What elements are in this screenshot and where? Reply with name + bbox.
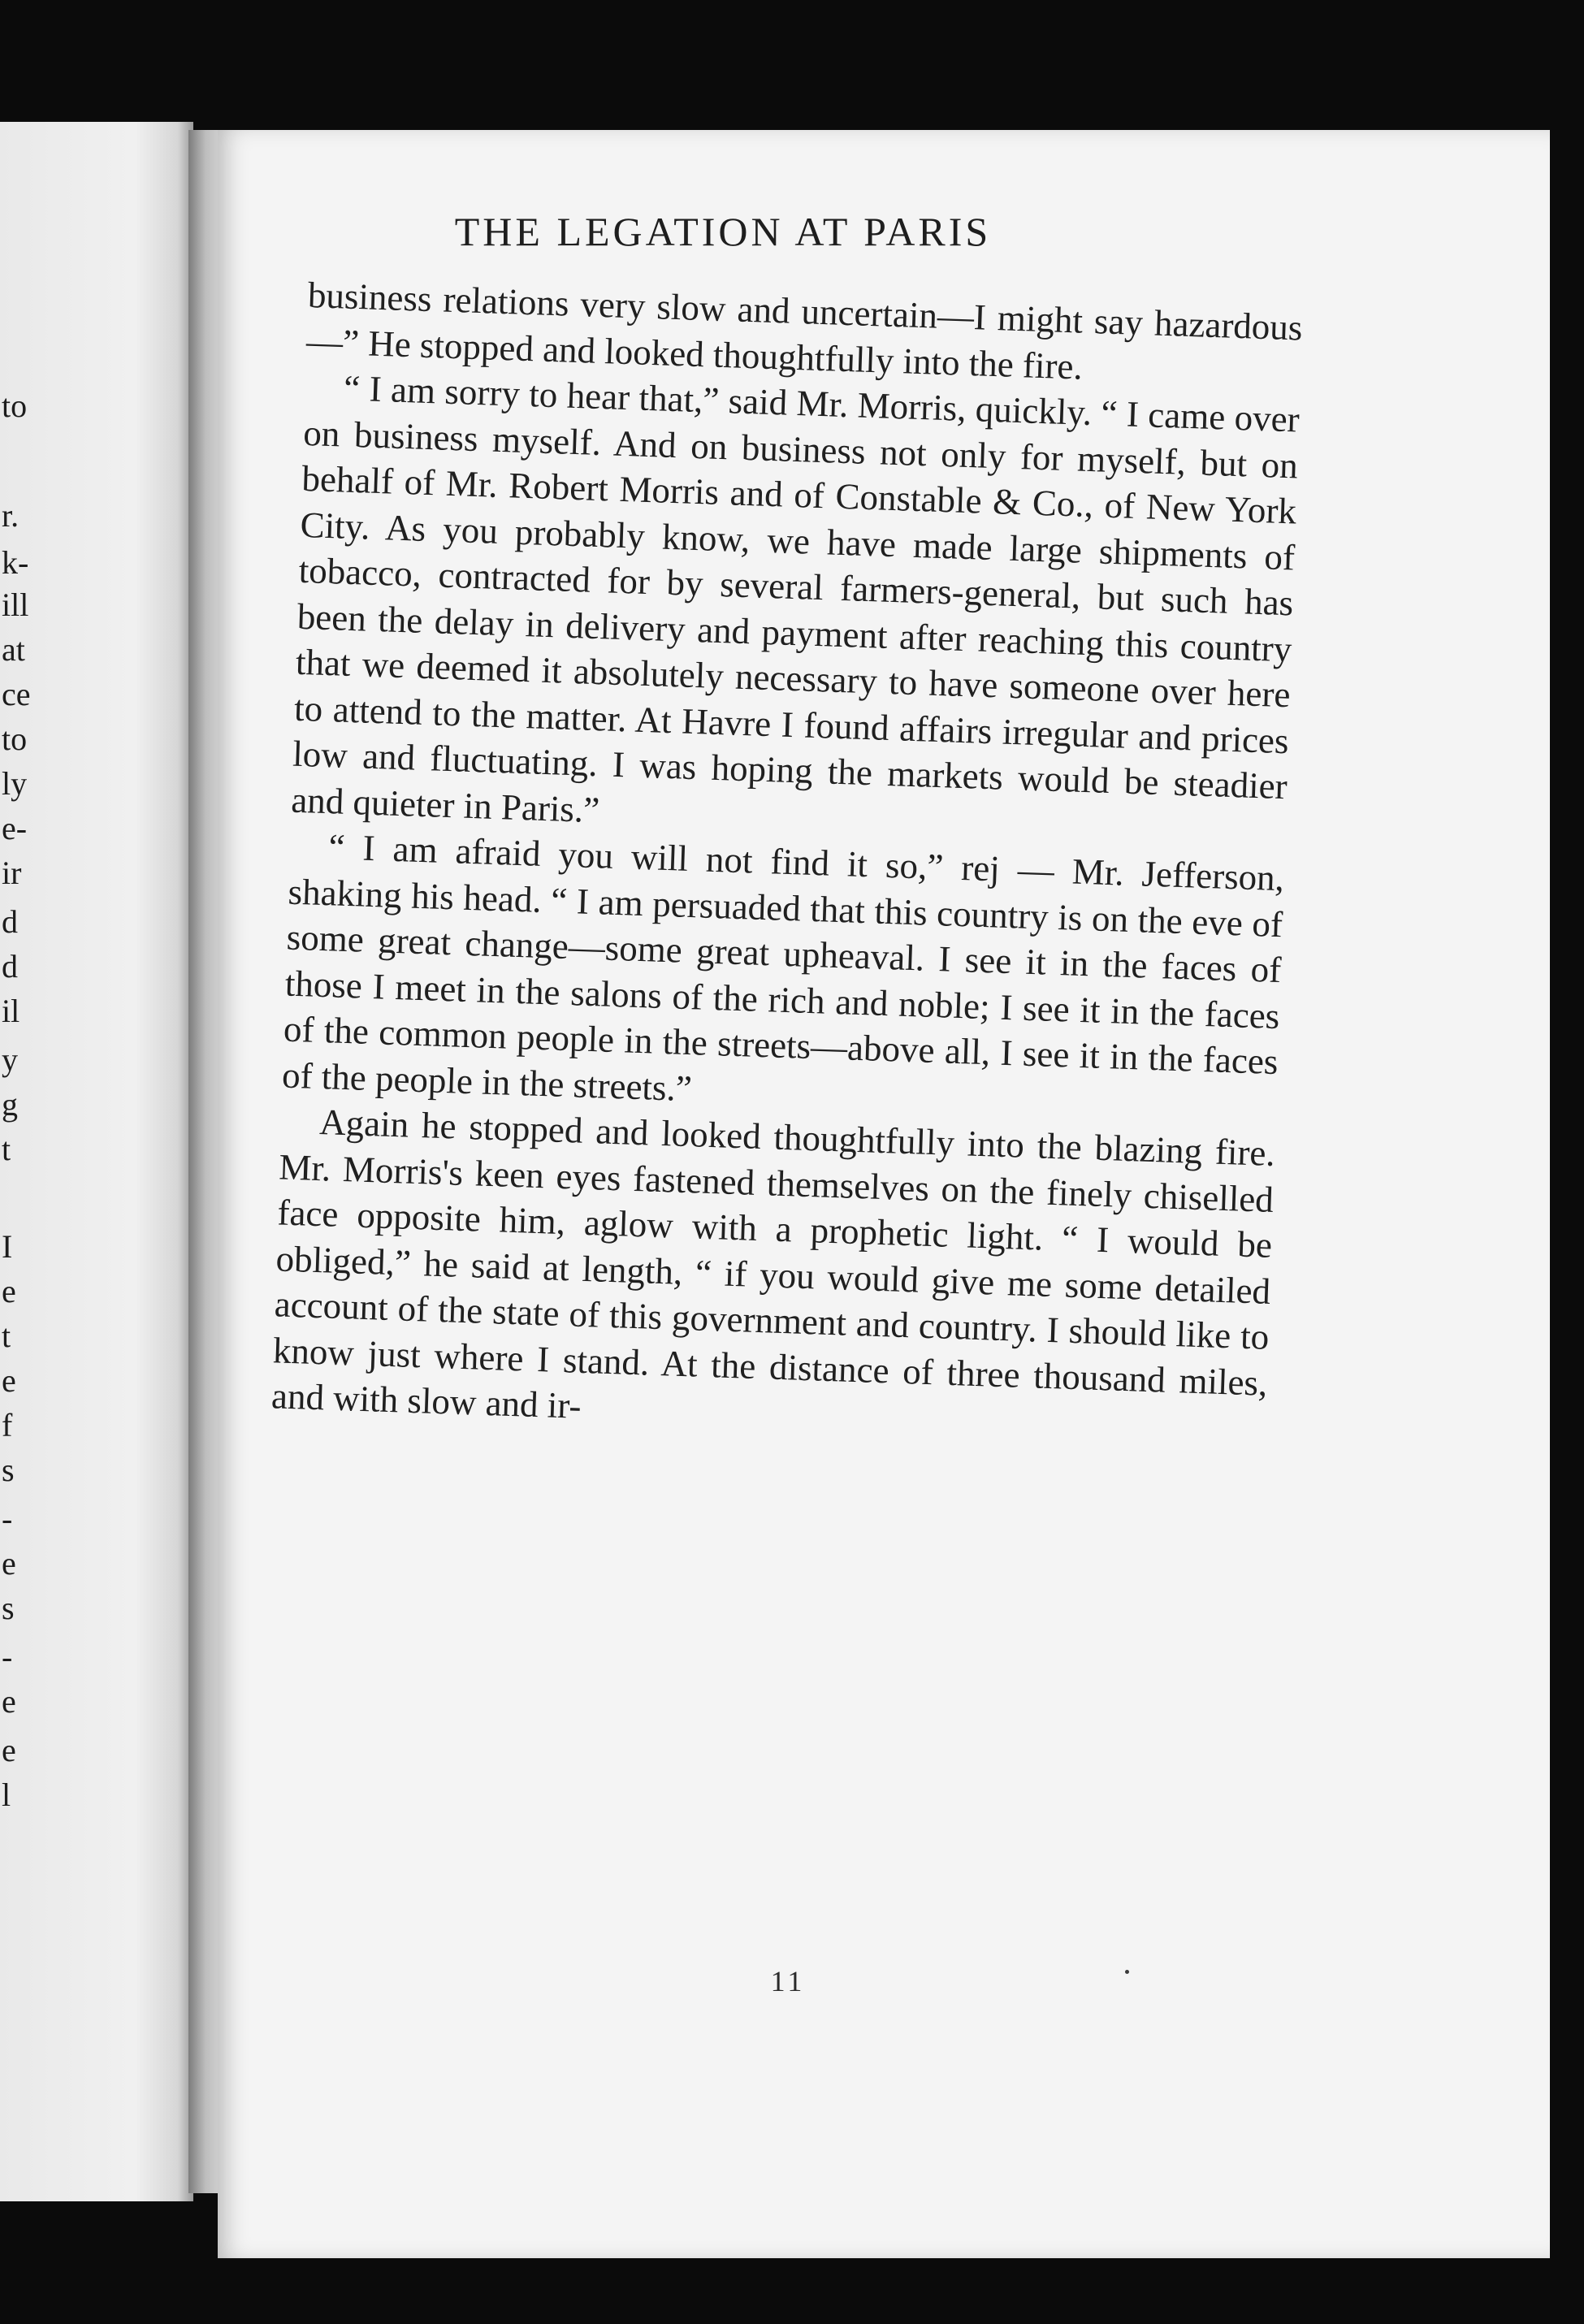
- running-head: THE LEGATION AT PARIS: [454, 209, 992, 254]
- facing-page-fragment: ce: [2, 676, 31, 712]
- facing-page-fragment: s: [2, 1452, 15, 1488]
- facing-page-fragment: e: [2, 1683, 16, 1720]
- paper-speck: [1125, 1970, 1129, 1974]
- facing-page-fragment: at: [2, 631, 25, 668]
- facing-page-fragment: y: [2, 1041, 18, 1078]
- facing-page-fragment: il: [2, 993, 20, 1029]
- paragraph: “ I am sorry to hear that,” said Mr. Morris, quickly. “ I came over on business myself. And on business not only for myself, but on behalf of Mr. Robert Morris and of Constable & Co., of New York City. As you probably know, we have made large shipments of tobacco, contracted for by several farmers-general, but such has been the delay in delivery and payment after reaching this country that we deemed it absolutely necessary to have someone over here to attend to the matter. At Havre I found affairs irregular and prices low and fluctuating. I was hoping the markets would be steadier and quieter in Paris.”: [290, 367, 1301, 830]
- facing-page-fragment: f: [2, 1407, 13, 1443]
- facing-page-fragment: k-: [2, 544, 29, 581]
- facing-page-fragment: l: [2, 1777, 11, 1813]
- facing-page-fragment: I: [2, 1228, 13, 1265]
- facing-page-fragment: ill: [2, 586, 29, 623]
- facing-page-fragment: r.: [2, 497, 19, 534]
- facing-page-fragment: e: [2, 1362, 16, 1399]
- facing-page-fragment: t: [2, 1131, 11, 1167]
- facing-page-fragment: -: [2, 1500, 13, 1537]
- facing-page-fragment: d: [2, 903, 18, 940]
- facing-page-fragment: ir: [2, 855, 22, 891]
- page-number: 11: [770, 1965, 806, 1997]
- facing-page: [0, 122, 193, 2201]
- facing-page-fragment: g: [2, 1086, 18, 1123]
- facing-page-fragment: to: [2, 387, 28, 424]
- facing-page-fragment: -: [2, 1638, 13, 1675]
- facing-page-fragment: s: [2, 1590, 15, 1626]
- facing-page-fragment: e: [2, 1545, 16, 1582]
- facing-page-fragment: e: [2, 1732, 16, 1768]
- facing-page-fragment: e-: [2, 810, 28, 846]
- page-body: [270, 272, 1303, 1452]
- paragraph: Again he stopped and looked thoughtfully into the blazing fire. Mr. Morris's keen eyes fastened themselves on the finely chiselled face opposite him, aglow with a prophetic light. “ I would be obliged,” he said at length, “ if you would give me some detailed account of the state of this government and country. I should like to know just where I stand. At the distance of three thousand miles, and with slow and ir-: [270, 1101, 1276, 1426]
- paragraph: business relations very slow and uncertain—I might say hazardous—” He stopped and looked thoughtfully into the fire.: [305, 274, 1304, 387]
- facing-page-fragment: ly: [2, 765, 28, 802]
- facing-page-fragment: d: [2, 948, 18, 985]
- paragraph: “ I am afraid you will not find it so,” rej — Mr. Jefferson, shaking his head. “ I am persuaded that this country is on the eve of some great change—some great upheaval. I see it in the faces of those I meet in the salons of the rich and noble; I see it in the faces of the common people in the streets—above all, I see it in the faces of the people in the streets.”: [281, 826, 1285, 1109]
- facing-page-fragment: t: [2, 1318, 11, 1354]
- facing-page-fragment: e: [2, 1273, 16, 1309]
- facing-page-fragment: to: [2, 721, 28, 757]
